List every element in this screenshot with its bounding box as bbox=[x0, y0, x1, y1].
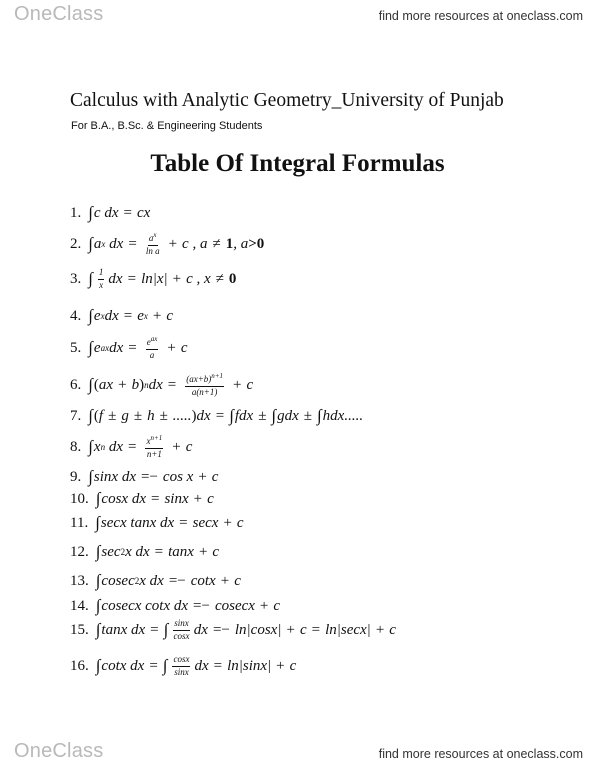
formula-number: 1. bbox=[70, 204, 82, 221]
audience-line: For B.A., B.Sc. & Engineering Students bbox=[71, 120, 263, 132]
logo-text-one: One bbox=[14, 740, 53, 762]
page-title: Table Of Integral Formulas bbox=[150, 150, 445, 177]
formula-14: 14. ∫ cosecx cotx dx =− cosecx + c bbox=[70, 596, 281, 615]
resources-link[interactable]: find more resources at oneclass.com bbox=[378, 9, 583, 23]
logo-text-class: Class bbox=[52, 740, 104, 762]
formula-15: 15. ∫ tanx dx = ∫ $\frac{\sin x}{\cos x}$ dx =− ln|cosx| + c = ln|secx| + c bbox=[70, 618, 396, 641]
formula-number: 14. bbox=[70, 597, 89, 614]
formula-number: 12. bbox=[70, 543, 89, 560]
formula-8: 8. ∫ x n dx = $\frac{x^{n+1}}{n+1}$ + c bbox=[70, 434, 193, 459]
course-title: Calculus with Analytic Geometry_University of Punjab bbox=[70, 90, 504, 111]
formula-11: 11. ∫ secx tanx dx = secx + c bbox=[70, 513, 244, 532]
formula-number: 6. bbox=[70, 376, 82, 393]
formula-16: 16. ∫ cotx dx = ∫ $\frac{\cos x}{\sin x}$ dx = ln|sinx| + c bbox=[70, 654, 297, 677]
formula-2: 2. ∫ a x dx = $\frac{a^x}{\text{ln a}}$ + c , a ≠ 1 , a >0 bbox=[70, 231, 265, 256]
formula-3: 3. ∫ $\frac{1}{x}$ dx = ln|x| + c , x ≠ 0 bbox=[70, 267, 237, 290]
formula-number: 5. bbox=[70, 339, 82, 356]
oneclass-logo[interactable] bbox=[14, 3, 103, 26]
formula-number: 4. bbox=[70, 307, 82, 324]
resources-link-footer[interactable]: find more resources at oneclass.com bbox=[378, 747, 583, 761]
formula-number: 11. bbox=[70, 514, 89, 531]
formula-number: 16. bbox=[70, 657, 89, 674]
formula-4: 4. ∫ e x dx = e x + c bbox=[70, 306, 174, 325]
logo-text-one: One bbox=[14, 3, 53, 25]
formula-number: 2. bbox=[70, 235, 82, 252]
formula-10: 10. ∫ cosx dx = sinx + c bbox=[70, 489, 214, 508]
formula-number: 9. bbox=[70, 468, 82, 485]
formula-6: 6. ∫ ( ax + b ) n dx = $\frac{(ax+b)^{n+1}}{a(n+1)}$ + c bbox=[70, 372, 254, 397]
formula-number: 3. bbox=[70, 270, 82, 287]
formula-5: 5. ∫ e ax dx = $\frac{e^{ax}}{a}$ + c bbox=[70, 335, 188, 360]
formula-number: 10. bbox=[70, 490, 89, 507]
formula-number: 13. bbox=[70, 572, 89, 589]
formula-1: 1. ∫ c dx = cx bbox=[70, 203, 151, 222]
oneclass-logo-footer[interactable] bbox=[14, 740, 103, 763]
formula-number: 7. bbox=[70, 407, 82, 424]
formula-9: 9. ∫ sinx dx =− cos x + c bbox=[70, 467, 219, 486]
formula-13: 13. ∫ cosec 2 x dx =− cotx + c bbox=[70, 571, 241, 590]
logo-text-class: Class bbox=[52, 3, 104, 25]
formula-number: 8. bbox=[70, 438, 82, 455]
formula-7: 7. ∫ ( f ± g ± h ± ..... ) dx = ∫ fdx ± ∫ gdx ± ∫ hdx..... bbox=[70, 406, 364, 425]
formula-number: 15. bbox=[70, 621, 89, 638]
formula-12: 12. ∫ sec 2 x dx = tanx + c bbox=[70, 542, 220, 561]
